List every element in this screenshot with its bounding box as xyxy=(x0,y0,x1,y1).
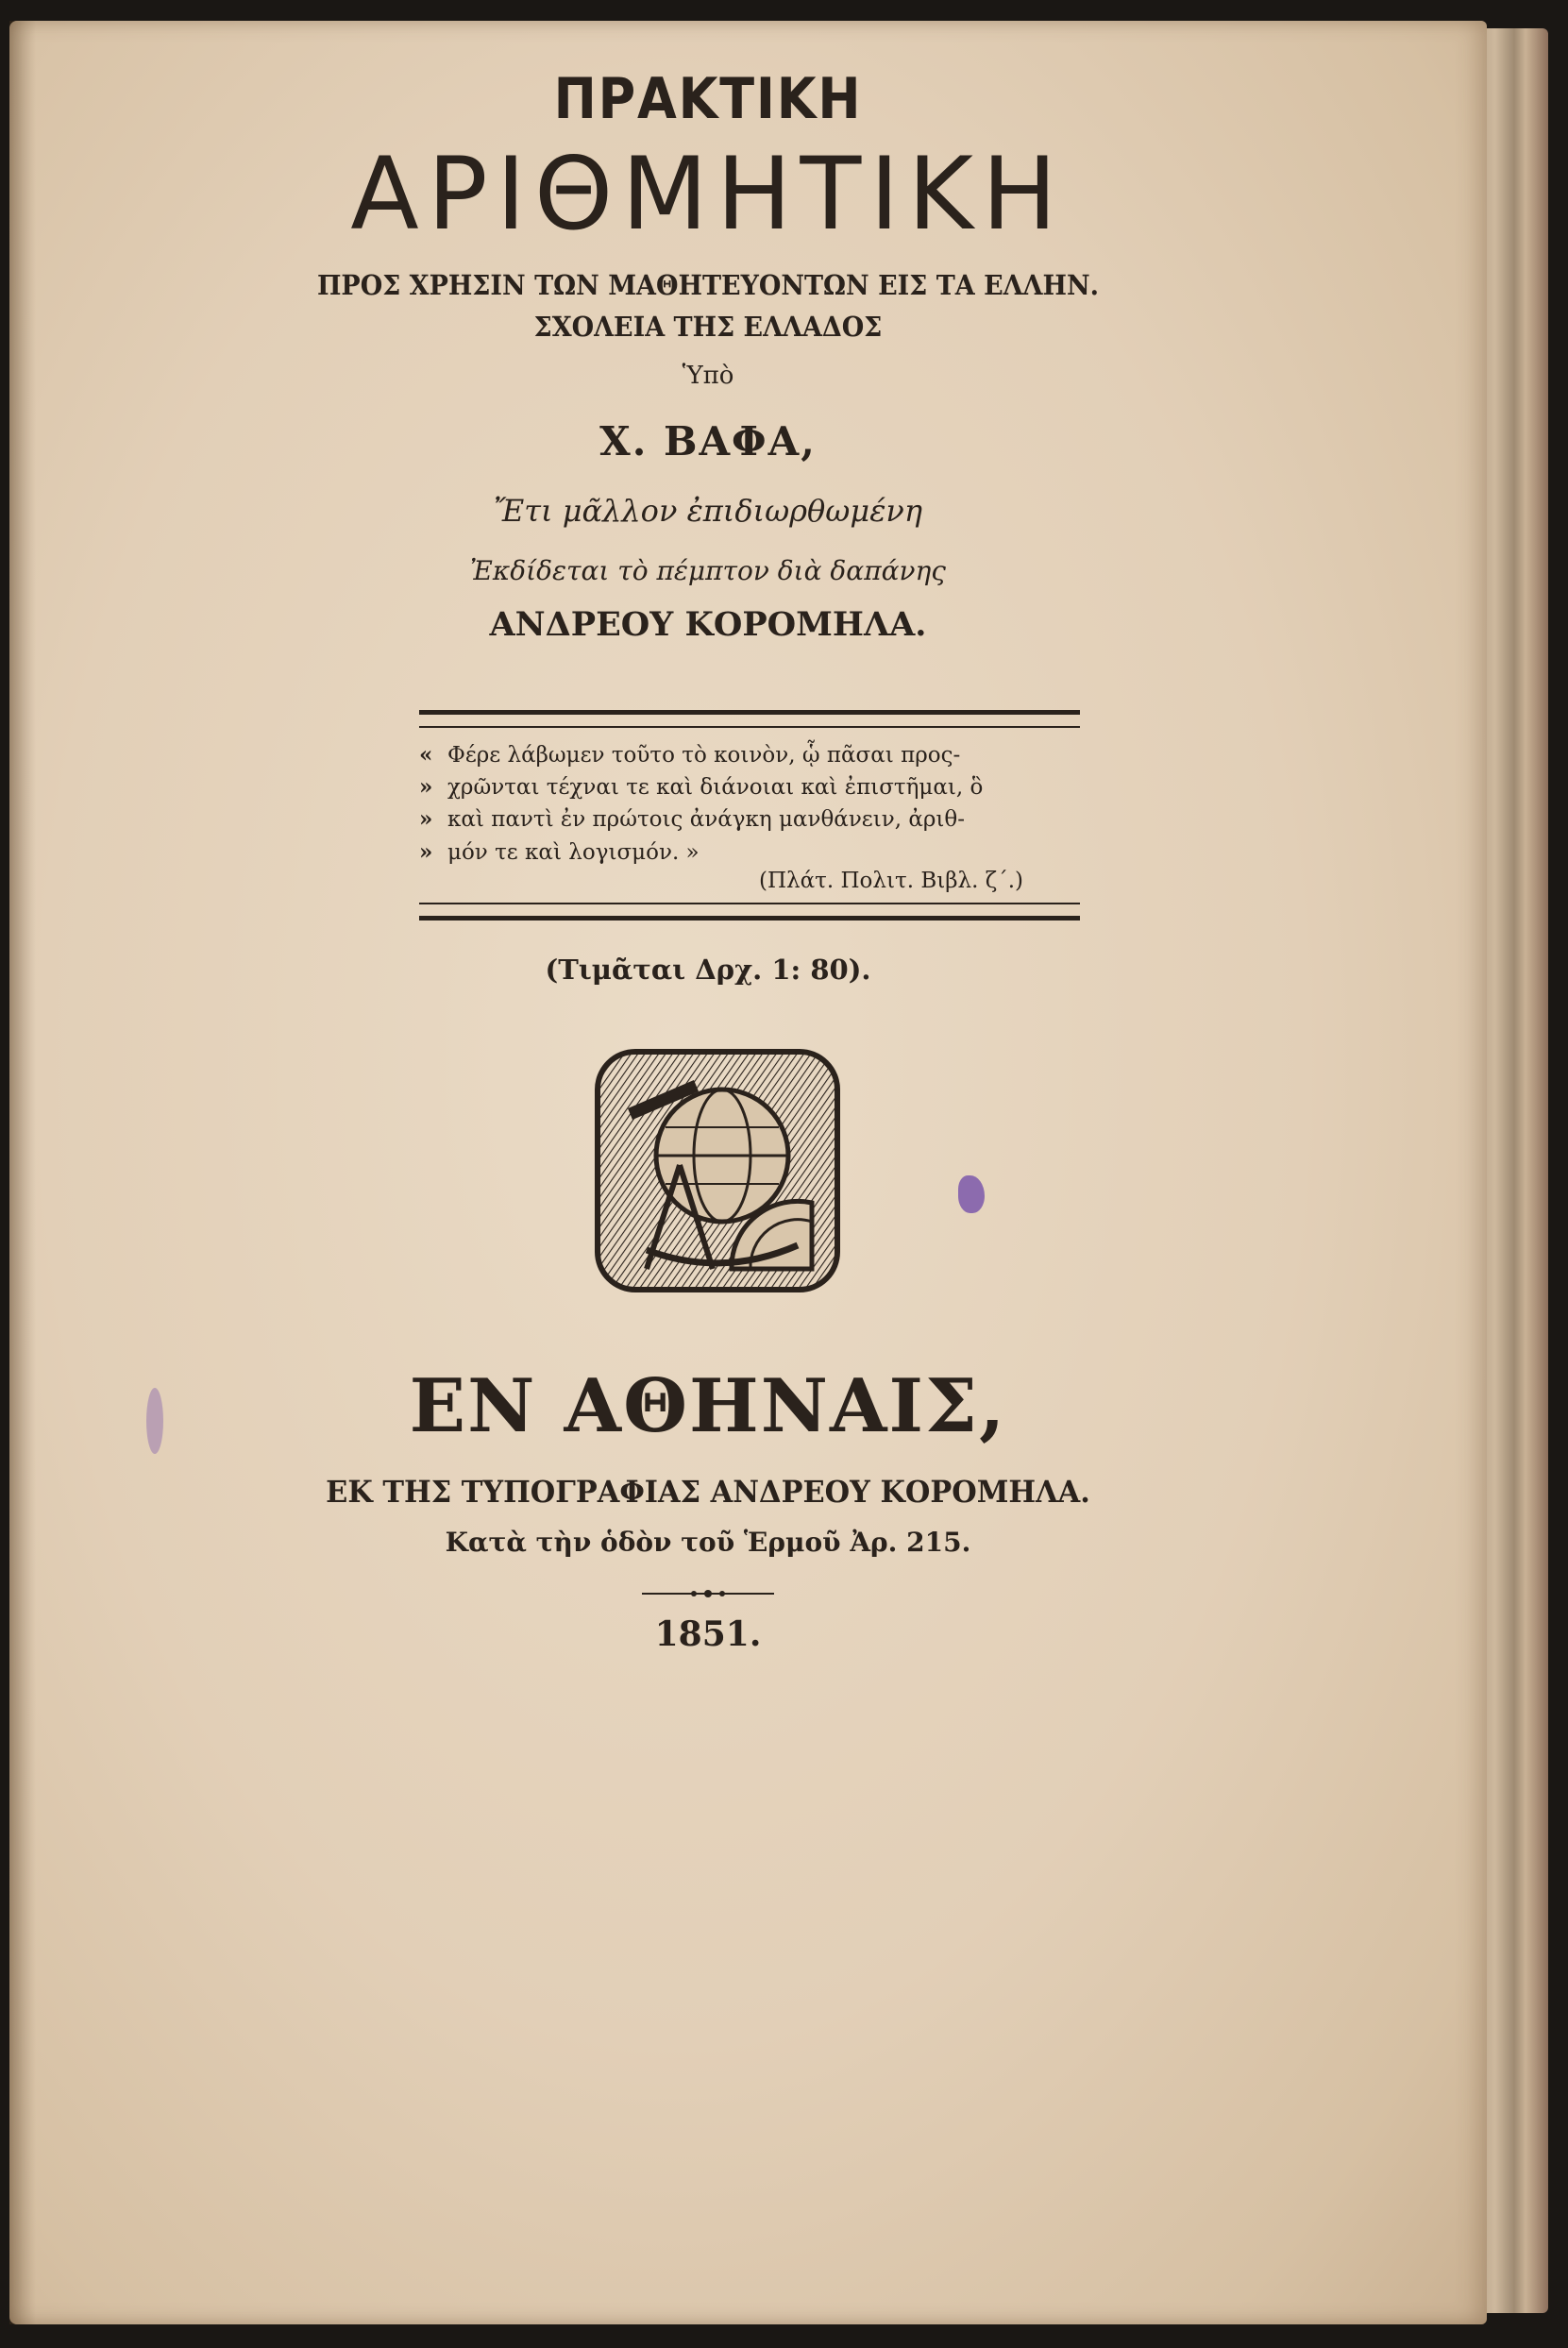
by-line: Ὑπὸ xyxy=(682,361,734,390)
subtitle-line-2: ΣΧΟΛΕΙΑ ΤΗΣ ΕΛΛΑΔΟΣ xyxy=(533,310,883,343)
publisher-name: ΑΝΔΡΕΟΥ ΚΟΡΟΜΗΛΑ. xyxy=(489,604,927,644)
printers-vignette-image xyxy=(590,1042,845,1297)
epigraph-line: » χρῶνται τέχναι τε καὶ διάνοιαι καὶ ἐπιστῆμαι, ὃ xyxy=(419,773,984,800)
author-name: Χ. ΒΑΦΑ, xyxy=(599,417,817,465)
imprint-address: Κατὰ τὴν ὁδὸν τοῦ Ἑρμοῦ Ἀρ. 215. xyxy=(445,1526,971,1558)
subtitle-line-1: ΠΡΟΣ ΧΡΗΣΙΝ ΤΩΝ ΜΑΘΗΤΕΥΟΝΤΩΝ ΕΙΣ ΤΑ ΕΛΛΗΝ. xyxy=(316,268,1100,301)
ornamental-rule xyxy=(642,1584,774,1594)
epigraph-box xyxy=(419,710,1080,921)
title-line-1: ΠΡΑΚΤΙΚΗ xyxy=(553,66,863,132)
epigraph-text xyxy=(419,728,1080,903)
publication-note: Ἐκδίδεται τὸ πέμπτον διὰ δαπάνης xyxy=(470,554,946,586)
epigraph-line: « Φέρε λάβωμεν τοῦτο τὸ κοινὸν, ᾧ πᾶσαι προς- xyxy=(419,741,961,768)
epigraph-line: » μόν τε καὶ λογισμόν. » xyxy=(419,838,700,865)
globe-and-instruments-icon xyxy=(590,1042,845,1297)
epigraph-top-rule xyxy=(419,710,1080,728)
imprint-press: ΕΚ ΤΗΣ ΤΥΠΟΓΡΑΦΙΑΣ ΑΝΔΡΕΟΥ ΚΟΡΟΜΗΛΑ. xyxy=(326,1473,1090,1510)
epigraph-line: » καὶ παντὶ ἐν πρώτοις ἀνάγκη μανθάνειν, ἀριθ- xyxy=(419,806,966,833)
imprint-year: 1851. xyxy=(654,1613,762,1654)
edition-note: Ἔτι μᾶλλον ἐπιδιωρθωμένη xyxy=(494,492,922,529)
ink-stain xyxy=(146,1388,163,1454)
price-line: (Τιμᾶται Δρχ. 1: 80). xyxy=(545,953,871,986)
epigraph-bottom-rule xyxy=(419,903,1080,921)
title-line-2: ΑΡΙΘΜΗΤΙΚΗ xyxy=(350,136,1066,252)
epigraph-citation: (Πλάτ. Πολιτ. Βιβλ. ζ΄.) xyxy=(759,868,1023,893)
imprint-place: ΕΝ ΑΘΗΝΑΙΣ, xyxy=(409,1362,1007,1449)
title-page-text xyxy=(179,66,1237,1654)
spine-shadow xyxy=(9,21,36,2324)
